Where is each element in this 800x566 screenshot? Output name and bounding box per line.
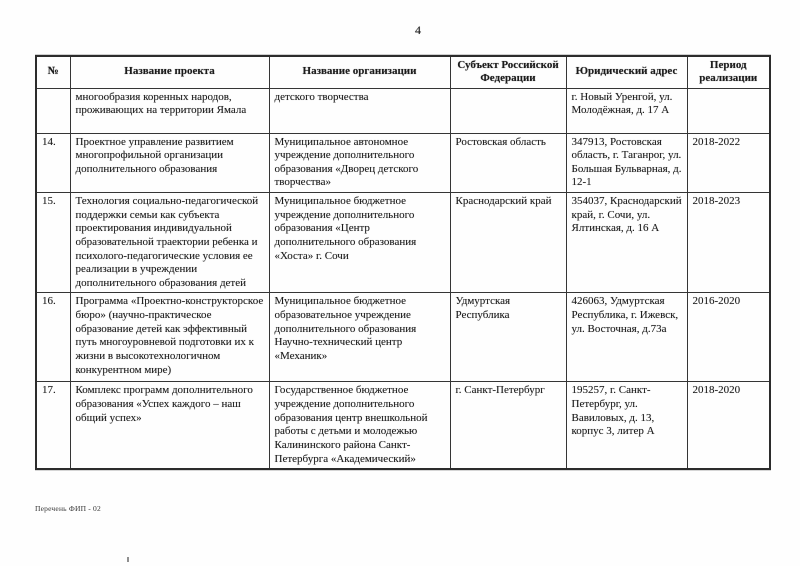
- table-row-17: [36, 382, 770, 469]
- cell-organization: Муниципальное бюджетное учреждение дополнительного образования «Центр дополнительного образования «Хоста» г. Сочи: [269, 193, 450, 293]
- cell-subject: [450, 88, 566, 133]
- table-row-15: [36, 193, 770, 293]
- cell-period: 2018-2023: [687, 193, 770, 293]
- table-body: [36, 88, 770, 469]
- cell-address: 354037, Краснодарский край, г. Сочи, ул. Ялтинская, д. 16 А: [566, 193, 687, 293]
- table-header-row: [36, 56, 770, 88]
- cell-project: Проектное управление развитием многопрофильной организации дополнительного образования: [70, 133, 269, 193]
- projects-table: [35, 55, 771, 470]
- col-header-project-name: Название проекта: [70, 56, 269, 88]
- table-row-continuation: [36, 88, 770, 133]
- cell-organization: Муниципальное бюджетное образовательное учреждение дополнительного образования Научно-технический центр «Механик»: [269, 293, 450, 382]
- cell-number: 17.: [36, 382, 70, 469]
- col-header-legal-address: Юридический адрес: [566, 56, 687, 88]
- cell-organization: Государственное бюджетное учреждение дополнительного образования центр внешкольной работы с детьми и молодежью Калининского района Санкт-Петербурга «Академический»: [269, 382, 450, 469]
- col-header-organization-name: Название организации: [269, 56, 450, 88]
- table-row-16: [36, 293, 770, 382]
- table-header: [36, 56, 770, 88]
- cell-address: 195257, г. Санкт-Петербург, ул. Вавиловых, д. 13, корпус 3, литер А: [566, 382, 687, 469]
- cell-period: 2016-2020: [687, 293, 770, 382]
- cell-address: 426063, Удмуртская Республика, г. Ижевск, ул. Восточная, д.73а: [566, 293, 687, 382]
- cell-number: 16.: [36, 293, 70, 382]
- cell-project: Технология социально-педагогической поддержки семьи как субъекта проектирования индивидуальной образовательной траектории ребенка и психолого-педагогические условия ее реализации в учреждении дополнительного образования детей: [70, 193, 269, 293]
- cell-period: 2018-2022: [687, 133, 770, 193]
- cell-organization: Муниципальное автономное учреждение дополнительного образования «Дворец детского творчества»: [269, 133, 450, 193]
- cell-project: Программа «Проектно-конструкторское бюро» (научно-практическое образование детей как эффективный путь многоуровневой подготовки их к жизни в высокотехнологичном конкурентном мире): [70, 293, 269, 382]
- cell-subject: Краснодарский край: [450, 193, 566, 293]
- cell-period: [687, 88, 770, 133]
- col-header-federal-subject: Субъект Российской Федерации: [450, 56, 566, 88]
- cell-number: 15.: [36, 193, 70, 293]
- page-number: 4: [415, 23, 421, 37]
- cell-number: [36, 88, 70, 133]
- cell-project: Комплекс программ дополнительного образования «Успех каждого – наш общий успех»: [70, 382, 269, 469]
- table-row-14: [36, 133, 770, 193]
- cell-address: г. Новый Уренгой, ул. Молодёжная, д. 17 А: [566, 88, 687, 133]
- cell-number: 14.: [36, 133, 70, 193]
- cell-organization: детского творчества: [269, 88, 450, 133]
- footer-document-code: Перечень ФИП - 02: [35, 504, 101, 513]
- cell-project: многообразия коренных народов, проживающих на территории Ямала: [70, 88, 269, 133]
- col-header-number: №: [36, 56, 70, 88]
- cell-subject: Удмуртская Республика: [450, 293, 566, 382]
- cell-subject: г. Санкт-Петербург: [450, 382, 566, 469]
- cell-address: 347913, Ростовская область, г. Таганрог, ул. Большая Бульварная, д. 12-1: [566, 133, 687, 193]
- col-header-implementation-period: Период реализации: [687, 56, 770, 88]
- cell-period: 2018-2020: [687, 382, 770, 469]
- scan-artifact-mark: [127, 557, 129, 562]
- cell-subject: Ростовская область: [450, 133, 566, 193]
